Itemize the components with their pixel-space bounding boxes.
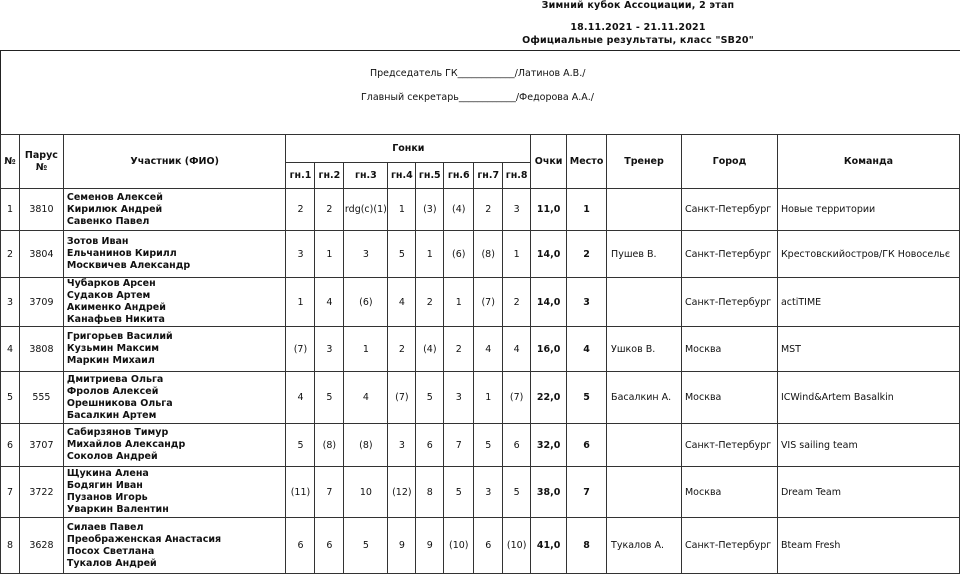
race-result: 2	[503, 278, 531, 327]
city: Санкт-Петербург	[681, 518, 777, 574]
final-place: 6	[567, 424, 607, 467]
crew-member: Уваркин Валентин	[66, 504, 169, 515]
crew-member: Судаков Артем	[66, 290, 151, 301]
race-result: 2	[286, 189, 315, 231]
coach	[607, 424, 682, 467]
race-label: гн.2	[315, 163, 344, 189]
final-place: 4	[567, 327, 607, 372]
race-label: гн.4	[388, 163, 416, 189]
event-dates: 18.11.2021 - 21.11.2021	[570, 22, 706, 33]
header-row	[1, 135, 960, 163]
race-result: (11)	[286, 467, 315, 518]
city: Москва	[681, 327, 777, 372]
crew-list	[63, 278, 286, 327]
city: Санкт-Петербург	[681, 424, 777, 467]
row-number: 7	[1, 467, 20, 518]
team: Новые территории	[777, 189, 959, 231]
table-row	[1, 189, 960, 231]
col-points: Очки	[531, 135, 567, 189]
crew-member: Зотов Иван	[66, 236, 129, 247]
crew-list	[63, 231, 286, 278]
race-result: 7	[444, 424, 474, 467]
total-points: 22,0	[531, 372, 567, 424]
sail-number: 3808	[19, 327, 63, 372]
race-result: 4	[315, 278, 344, 327]
sail-number: 555	[19, 372, 63, 424]
final-place: 1	[567, 189, 607, 231]
race-result: 5	[503, 467, 531, 518]
total-points: 41,0	[531, 518, 567, 574]
race-result: 3	[344, 231, 388, 278]
city: Санкт-Петербург	[681, 189, 777, 231]
final-place: 2	[567, 231, 607, 278]
coach: Пушев В.	[607, 231, 682, 278]
race-label: гн.6	[444, 163, 474, 189]
race-result: 1	[444, 278, 474, 327]
total-points: 11,0	[531, 189, 567, 231]
crew-member: Тукалов Андрей	[66, 557, 157, 569]
col-num: №	[1, 135, 20, 189]
race-result: 4	[286, 372, 315, 424]
crew-member: Соколов Андрей	[66, 451, 158, 462]
chairman-signature: Председатель ГК____________/Латинов А.В./	[370, 68, 586, 79]
team: Крестовскийостров/ГК Новосельє	[777, 231, 959, 278]
race-result: (6)	[444, 231, 474, 278]
race-result: 4	[388, 278, 416, 327]
table-row	[1, 278, 960, 327]
race-result: 1	[388, 189, 416, 231]
race-result: 1	[416, 231, 444, 278]
crew-member: Силаев Павел	[66, 521, 144, 533]
col-city: Город	[681, 135, 777, 189]
team: VIS sailing team	[777, 424, 959, 467]
race-result: 3	[388, 424, 416, 467]
race-result: 5	[416, 372, 444, 424]
col-participant: Участник (ФИО)	[63, 135, 286, 189]
crew-member: Григорьев Василий	[66, 331, 173, 342]
race-label: гн.3	[344, 163, 388, 189]
coach: Ушков В.	[607, 327, 682, 372]
crew-member: Савенко Павел	[66, 215, 150, 227]
crew-member: Акименко Андрей	[66, 302, 166, 313]
race-result: 6	[474, 518, 503, 574]
crew-member: Преображенская Анастасия	[66, 533, 222, 545]
row-number: 6	[1, 424, 20, 467]
final-place: 7	[567, 467, 607, 518]
race-result: 5	[444, 467, 474, 518]
col-coach: Тренер	[607, 135, 682, 189]
race-result: 2	[388, 327, 416, 372]
race-result: 2	[315, 189, 344, 231]
race-result: 9	[388, 518, 416, 574]
document-title: Зимний кубок Ассоциации, 2 этап	[541, 0, 735, 11]
total-points: 14,0	[531, 278, 567, 327]
race-label: гн.5	[416, 163, 444, 189]
row-number: 5	[1, 372, 20, 424]
city: Санкт-Петербург	[681, 278, 777, 327]
race-result: (4)	[416, 327, 444, 372]
race-result: 6	[315, 518, 344, 574]
race-result: 6	[416, 424, 444, 467]
race-result: 1	[315, 231, 344, 278]
race-result: 10	[344, 467, 388, 518]
race-result: (10)	[444, 518, 474, 574]
team: Dream Team	[777, 467, 959, 518]
left-border	[0, 50, 1, 134]
race-result: 3	[503, 189, 531, 231]
sail-number: 3628	[19, 518, 63, 574]
race-result: 3	[286, 231, 315, 278]
coach	[607, 278, 682, 327]
race-label: гн.1	[286, 163, 315, 189]
race-result: (8)	[344, 424, 388, 467]
table-row	[1, 327, 960, 372]
table-row	[1, 518, 960, 574]
race-result: (12)	[388, 467, 416, 518]
table-row	[1, 424, 960, 467]
coach	[607, 189, 682, 231]
city: Санкт-Петербург	[681, 231, 777, 278]
city: Москва	[681, 372, 777, 424]
race-result: 4	[474, 327, 503, 372]
race-result: 1	[286, 278, 315, 327]
crew-member: Посох Светлана	[66, 545, 155, 557]
race-result: 1	[344, 327, 388, 372]
crew-member: Дмитриева Ольга	[66, 373, 164, 385]
crew-member: Семенов Алексей	[66, 191, 163, 203]
race-result: 3	[444, 372, 474, 424]
crew-member: Бодягин Иван	[66, 480, 143, 491]
race-result: 2	[444, 327, 474, 372]
coach: Басалкин А.	[607, 372, 682, 424]
crew-list	[63, 189, 286, 231]
race-result: 3	[474, 467, 503, 518]
race-result: 2	[474, 189, 503, 231]
race-result: 2	[416, 278, 444, 327]
team: MST	[777, 327, 959, 372]
race-result: rdg(c)(1)	[344, 189, 388, 231]
race-result: (6)	[344, 278, 388, 327]
crew-member: Михайлов Александр	[66, 439, 186, 450]
final-place: 5	[567, 372, 607, 424]
race-result: (8)	[315, 424, 344, 467]
table-row	[1, 231, 960, 278]
race-result: 5	[474, 424, 503, 467]
table-row	[1, 467, 960, 518]
race-result: (3)	[416, 189, 444, 231]
crew-member: Пузанов Игорь	[66, 492, 148, 503]
coach: Тукалов А.	[607, 518, 682, 574]
sail-number: 3804	[19, 231, 63, 278]
col-team: Команда	[777, 135, 959, 189]
crew-member: Канафьев Никита	[66, 314, 165, 325]
crew-member: Басалкин Артем	[66, 409, 157, 421]
race-result: 1	[474, 372, 503, 424]
row-number: 8	[1, 518, 20, 574]
race-result: 9	[416, 518, 444, 574]
crew-member: Кузьмин Максим	[66, 343, 160, 354]
crew-list	[63, 467, 286, 518]
crew-member: Кирилюк Андрей	[66, 203, 163, 215]
race-result: 3	[315, 327, 344, 372]
race-result: 6	[503, 424, 531, 467]
race-result: 7	[315, 467, 344, 518]
team: Bteam Fresh	[777, 518, 959, 574]
race-label: гн.7	[474, 163, 503, 189]
secretary-signature: Главный секретарь____________/Федорова А.А./	[361, 92, 594, 103]
row-number: 2	[1, 231, 20, 278]
total-points: 16,0	[531, 327, 567, 372]
crew-member: Маркин Михаил	[66, 355, 155, 366]
race-result: 5	[315, 372, 344, 424]
city: Москва	[681, 467, 777, 518]
sail-number: 3709	[19, 278, 63, 327]
race-result: 8	[416, 467, 444, 518]
crew-member: Щукина Алена	[66, 468, 149, 479]
race-result: 5	[286, 424, 315, 467]
crew-list	[63, 327, 286, 372]
total-points: 14,0	[531, 231, 567, 278]
crew-member: Ельчанинов Кирилл	[66, 248, 177, 259]
row-number: 4	[1, 327, 20, 372]
team: ICWind&Artem Basalkin	[777, 372, 959, 424]
col-sail: Парус №	[19, 135, 63, 189]
race-result: 4	[503, 327, 531, 372]
sail-number: 3707	[19, 424, 63, 467]
crew-member: Фролов Алексей	[66, 385, 159, 397]
crew-member: Орешникова Ольга	[66, 397, 173, 409]
race-result: (4)	[444, 189, 474, 231]
race-result: 6	[286, 518, 315, 574]
crew-member: Сабирзянов Тимур	[66, 427, 169, 438]
row-number: 1	[1, 189, 20, 231]
race-result: 4	[344, 372, 388, 424]
results-table	[0, 134, 960, 574]
col-place: Место	[567, 135, 607, 189]
race-result: (7)	[286, 327, 315, 372]
race-result: (7)	[474, 278, 503, 327]
coach	[607, 467, 682, 518]
team: actiTIME	[777, 278, 959, 327]
col-races: Гонки	[286, 135, 531, 163]
race-result: (8)	[474, 231, 503, 278]
race-result: 5	[344, 518, 388, 574]
sail-number: 3722	[19, 467, 63, 518]
race-result: (10)	[503, 518, 531, 574]
crew-list	[63, 424, 286, 467]
crew-member: Чубарков Арсен	[66, 278, 156, 289]
crew-list	[63, 518, 286, 574]
total-points: 32,0	[531, 424, 567, 467]
row-number: 3	[1, 278, 20, 327]
race-result: 1	[503, 231, 531, 278]
crew-member: Москвичев Александр	[66, 260, 191, 271]
race-result: (7)	[388, 372, 416, 424]
race-label: гн.8	[503, 163, 531, 189]
final-place: 3	[567, 278, 607, 327]
sail-number: 3810	[19, 189, 63, 231]
table-row	[1, 372, 960, 424]
results-subtitle: Официальные результаты, класс "SB20"	[522, 35, 754, 46]
race-result: 5	[388, 231, 416, 278]
top-divider	[0, 50, 960, 51]
total-points: 38,0	[531, 467, 567, 518]
final-place: 8	[567, 518, 607, 574]
crew-list	[63, 372, 286, 424]
race-result: (7)	[503, 372, 531, 424]
